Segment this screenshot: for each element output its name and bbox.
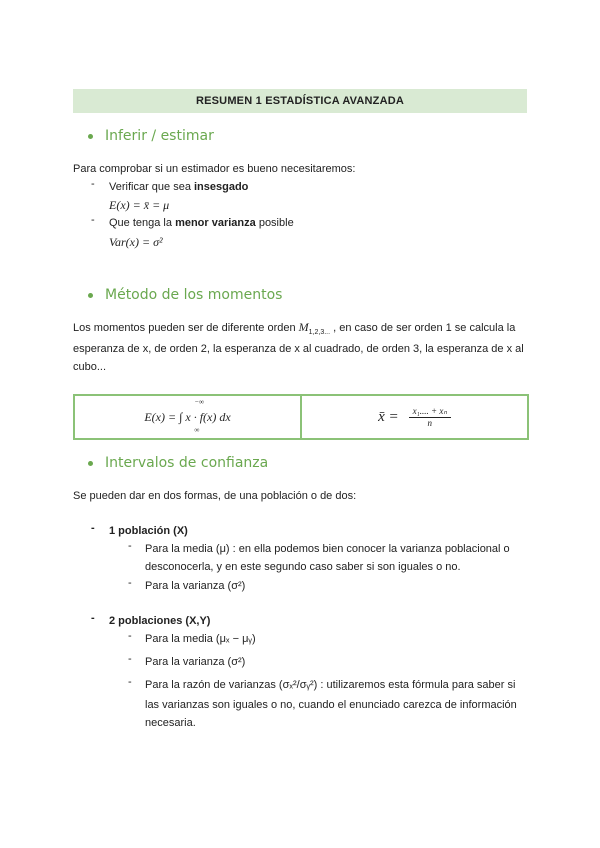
group2-item-razon: Para la razón de varianzas (σₓ²/σᵧ²) : utilizaremos esta fórmula para saber si	[145, 679, 516, 691]
document-title: RESUMEN 1 ESTADÍSTICA AVANZADA	[73, 89, 527, 113]
list-dash: -	[128, 676, 132, 688]
momentos-paragraph-line1: Los momentos pueden ser de diferente orden $M_{1,2,3...}$ , en caso de ser orden 1 se calcula la	[73, 320, 516, 337]
section-heading-intervalos: Intervalos de confianza	[88, 455, 268, 471]
group1-item-media: Para la media (μ) : en ella podemos bien conocer la varianza poblacional o	[145, 543, 510, 555]
group2-item-varianza: Para la varianza (σ²)	[145, 656, 246, 668]
list-item-insesgado: Verificar que sea insesgado	[109, 181, 249, 193]
formula-sample-mean: x̄ = $\frac{\text{x₁.... + xₙ}}{n}$	[300, 396, 527, 438]
group-2-poblaciones: 2 poblaciones (X,Y)	[109, 615, 211, 627]
formula-insesgado: E(x) = x̄ = μ	[109, 198, 170, 212]
formula-expectation: E(x) = ∫ x · f(x) dx −∞ ∞	[144, 397, 231, 434]
list-dash: -	[91, 522, 95, 534]
list-dash: -	[91, 214, 95, 226]
list-dash: -	[91, 612, 95, 624]
list-dash: -	[91, 178, 95, 190]
group2-item-media: Para la media (μₓ − μᵧ)	[145, 633, 256, 645]
group1-item-varianza: Para la varianza (σ²)	[145, 580, 246, 592]
momentos-paragraph-line2: esperanza de x, de orden 2, la esperanza de x al cuadrado, de orden 3, la esperanza de x al	[73, 343, 524, 355]
list-dash: -	[128, 653, 132, 665]
group1-item-media-cont: desconocerla, y en este segundo caso saber si son iguales o no.	[145, 561, 461, 573]
bullet-icon	[88, 293, 93, 298]
section-heading-inferir: Inferir / estimar	[88, 128, 214, 144]
list-dash: -	[128, 630, 132, 642]
group-1-poblacion: 1 población (X)	[109, 525, 188, 537]
formula-table	[73, 394, 529, 440]
formula-varianza: Var(x) = σ²	[109, 235, 163, 249]
list-dash: -	[128, 540, 132, 552]
momentos-paragraph-line3: cubo...	[73, 361, 107, 373]
list-dash: -	[128, 577, 132, 589]
list-item-varianza: Que tenga la menor varianza posible	[109, 217, 294, 229]
group2-item-razon-cont2: necesaria.	[145, 717, 196, 729]
bullet-icon	[88, 461, 93, 466]
inferir-intro: Para comprobar si un estimador es bueno necesitaremos:	[73, 163, 356, 175]
group2-item-razon-cont1: las varianzas son iguales o no, cuando el enunciado carezca de información	[145, 699, 517, 711]
section-heading-momentos: Método de los momentos	[88, 287, 282, 303]
intervalos-intro: Se pueden dar en dos formas, de una población o de dos:	[73, 490, 357, 502]
bullet-icon	[88, 134, 93, 139]
